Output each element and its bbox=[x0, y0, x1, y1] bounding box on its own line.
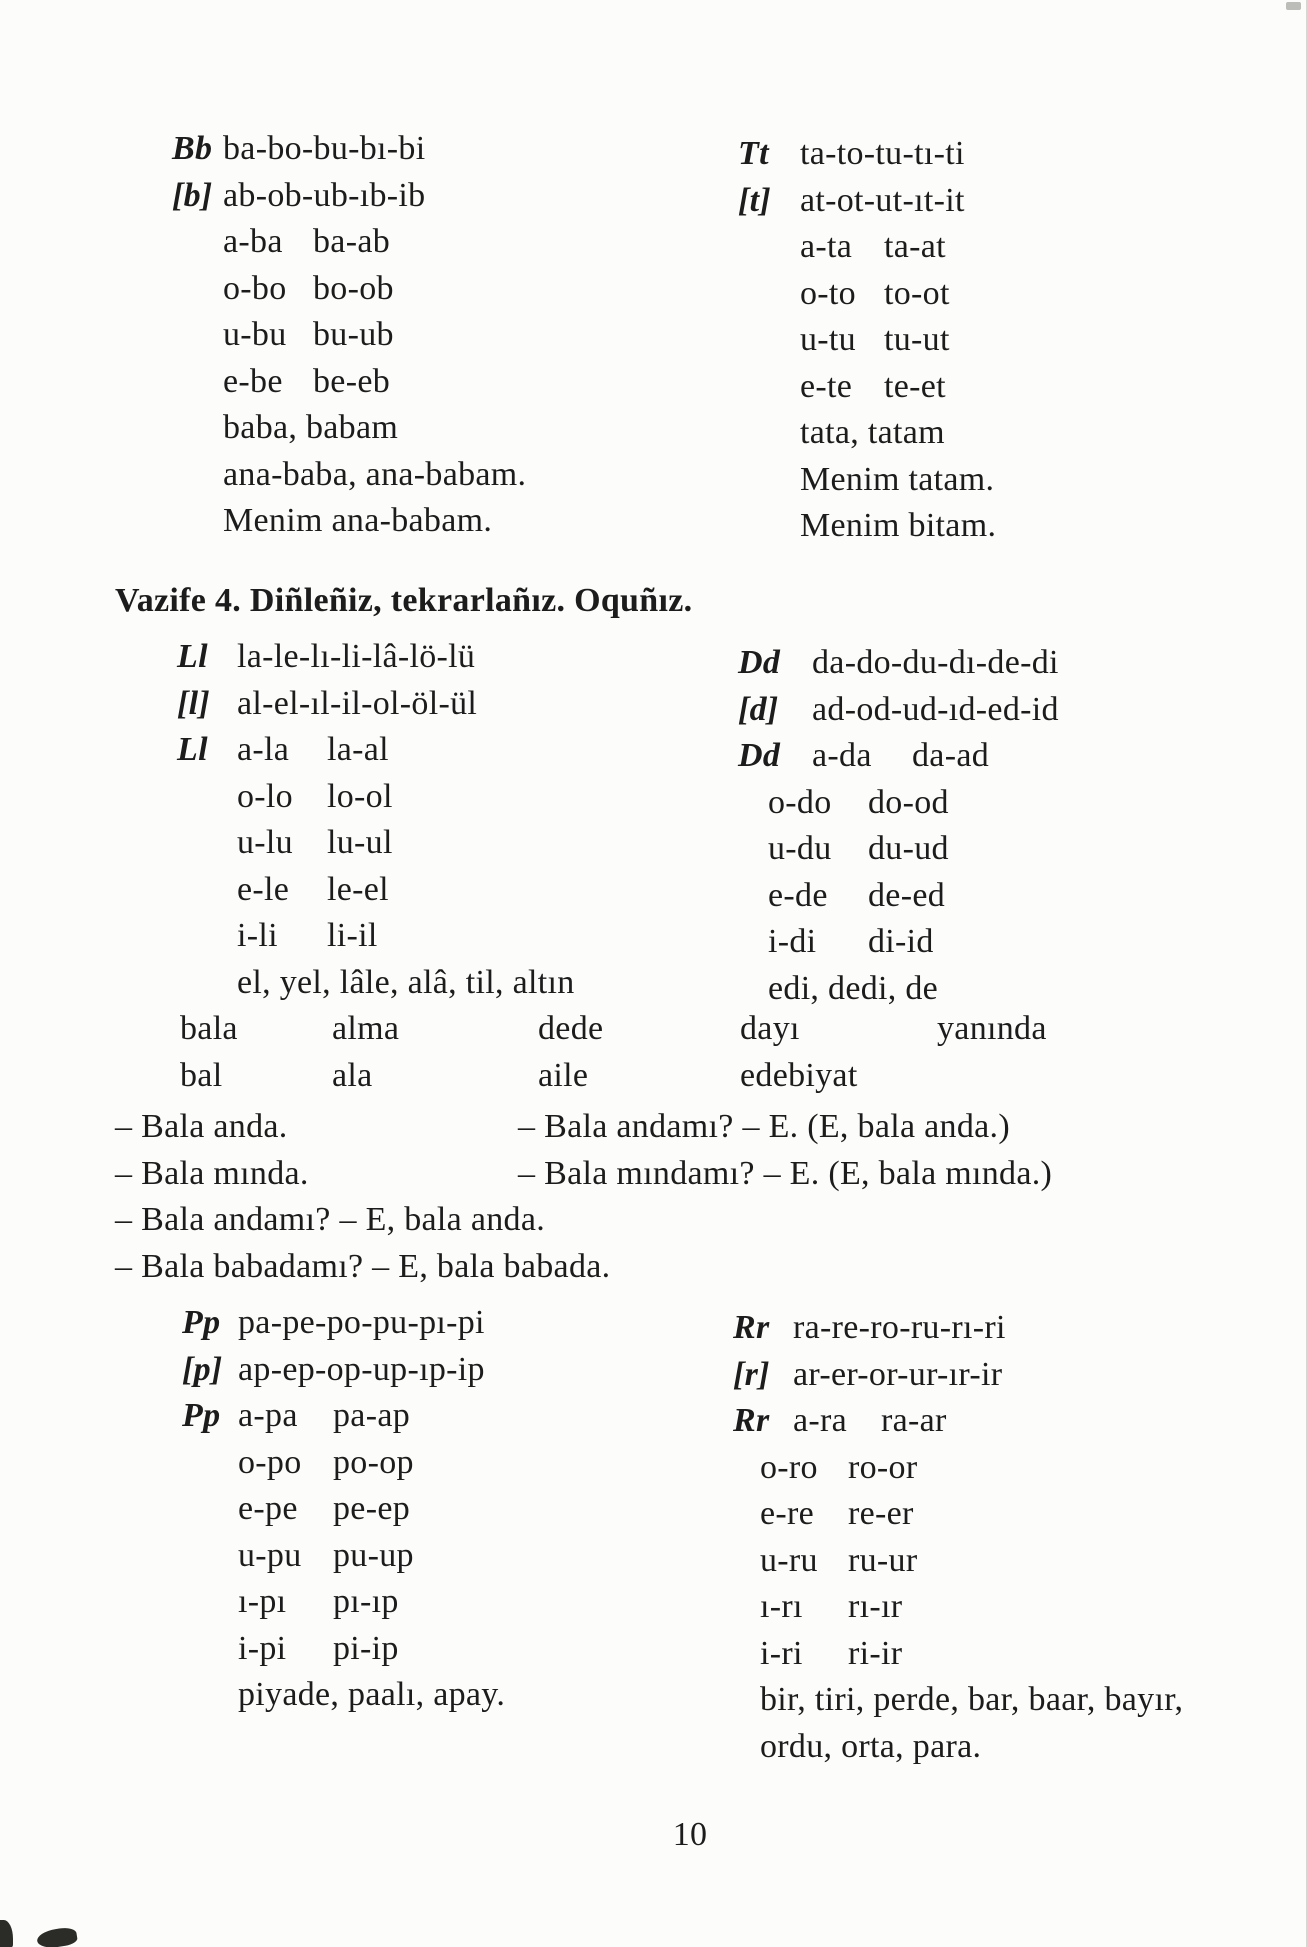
example-words: ana-baba, ana-babam. bbox=[223, 455, 527, 493]
syllable-pair-left: u-bu bbox=[223, 316, 287, 353]
drill-row bbox=[738, 733, 1059, 780]
syllable-pair-right: pe-ep bbox=[333, 1490, 411, 1527]
syllable-line: al-el-ıl-il-ol-öl-ül bbox=[237, 684, 478, 722]
drill-row bbox=[177, 960, 575, 1007]
vocab-word: dede bbox=[538, 1010, 604, 1047]
letter-label: Pp bbox=[182, 1304, 221, 1341]
example-sentence: Menim tatam. bbox=[800, 460, 995, 498]
syllable-pair-right: bo-ob bbox=[313, 269, 394, 307]
letter-label: Tt bbox=[738, 135, 769, 172]
vocab-word: bal bbox=[180, 1057, 223, 1094]
vocab-word: ala bbox=[332, 1057, 373, 1094]
syllable-pair-left: o-lo bbox=[237, 777, 293, 815]
letter-label: Bb bbox=[172, 130, 213, 167]
drill-row bbox=[738, 410, 996, 457]
syllable-pair-left: u-tu bbox=[800, 321, 856, 358]
page-number: 10 bbox=[672, 1816, 708, 1853]
drill-row bbox=[172, 173, 526, 220]
syllable-pair-right: pi-ip bbox=[333, 1629, 399, 1667]
syllable-pair-right: bu-ub bbox=[313, 316, 394, 353]
drill-row bbox=[700, 1538, 1183, 1585]
syllable-line: ad-od-ud-ıd-ed-id bbox=[812, 690, 1059, 728]
drill-row bbox=[738, 224, 996, 271]
label-spacer bbox=[177, 867, 237, 914]
drill-row bbox=[700, 1491, 1183, 1538]
example-words: bir, tiri, perde, bar, baar, bayır, bbox=[760, 1681, 1184, 1718]
syllable-pair-right: rı-ır bbox=[848, 1588, 903, 1625]
syllable-pair-left: a-ta bbox=[800, 228, 853, 265]
syllable-pair-left: e-re bbox=[760, 1495, 815, 1532]
syllable-pair-left: o-bo bbox=[223, 269, 287, 307]
syllable-pair-right: do-od bbox=[868, 783, 949, 821]
phoneme-label: [p] bbox=[182, 1350, 223, 1388]
label-spacer bbox=[172, 498, 223, 545]
syllable-line: ba-bo-bu-bı-bi bbox=[223, 130, 426, 167]
syllable-pair-left: i-ri bbox=[760, 1634, 803, 1672]
drill-row bbox=[182, 1486, 505, 1533]
drill-row bbox=[738, 640, 1059, 687]
vocab-word: alma bbox=[332, 1010, 400, 1047]
example-sentence: Menim bitam. bbox=[800, 507, 997, 544]
label-spacer bbox=[700, 1724, 760, 1771]
syllable-pair-right: di-id bbox=[868, 923, 934, 960]
label-spacer bbox=[182, 1579, 238, 1626]
dialog-block bbox=[115, 1104, 1052, 1290]
drill-row bbox=[182, 1347, 505, 1394]
drill-row bbox=[694, 919, 1059, 966]
dialog-left: – Bala mında. bbox=[115, 1154, 309, 1192]
syllable-pair-right: pu-up bbox=[333, 1536, 414, 1574]
label-spacer bbox=[738, 364, 800, 411]
label-spacer bbox=[694, 826, 768, 873]
example-words: piyade, paalı, apay. bbox=[238, 1676, 506, 1713]
letter-label: Ll bbox=[177, 638, 208, 675]
label-spacer bbox=[182, 1533, 238, 1580]
drill-row bbox=[700, 1445, 1183, 1492]
syllable-pair-right: re-er bbox=[848, 1495, 914, 1532]
label-spacer bbox=[177, 913, 237, 960]
syllable-pair-right: de-ed bbox=[868, 876, 946, 914]
drill-row bbox=[172, 312, 526, 359]
drill-row bbox=[177, 634, 575, 681]
label-spacer bbox=[172, 266, 223, 313]
syllable-line: ap-ep-op-up-ıp-ip bbox=[238, 1350, 485, 1388]
syllable-pair-right: ri-ir bbox=[848, 1634, 903, 1672]
syllable-pair-left: o-po bbox=[238, 1443, 302, 1481]
syllable-pair-left: a-ba bbox=[223, 223, 283, 260]
example-sentence: Menim ana-babam. bbox=[223, 502, 493, 539]
syllable-pair-right: ru-ur bbox=[848, 1541, 918, 1579]
label-spacer bbox=[177, 774, 237, 821]
label-spacer bbox=[182, 1440, 238, 1487]
label-spacer bbox=[738, 317, 800, 364]
drill-row bbox=[182, 1300, 505, 1347]
drill-row bbox=[177, 774, 575, 821]
drill-row bbox=[733, 1305, 1183, 1352]
vocab-word: yanında bbox=[937, 1010, 1047, 1047]
syllable-pair-right: ta-at bbox=[884, 228, 946, 265]
drill-row bbox=[182, 1393, 505, 1440]
syllable-pair-left: i-pi bbox=[238, 1629, 287, 1667]
syllable-pair-right: pa-ap bbox=[333, 1397, 411, 1434]
syllable-pair-left: e-le bbox=[237, 870, 290, 908]
dialog-left: – Bala anda. bbox=[115, 1108, 288, 1145]
drill-row bbox=[738, 364, 996, 411]
syllable-pair-left: i-li bbox=[237, 917, 278, 954]
label-spacer bbox=[694, 873, 768, 920]
drill-row bbox=[738, 503, 996, 550]
syllable-pair-right: pı-ıp bbox=[333, 1583, 399, 1620]
drill-block-dd bbox=[738, 640, 1059, 1012]
syllable-line: ar-er-or-ur-ır-ir bbox=[793, 1355, 1003, 1393]
drill-row bbox=[172, 359, 526, 406]
syllable-line: ra-re-ro-ru-rı-ri bbox=[793, 1309, 1006, 1346]
phoneme-label: [l] bbox=[177, 684, 210, 722]
label-spacer bbox=[738, 224, 800, 271]
syllable-pair-right: li-il bbox=[327, 917, 378, 954]
drill-row bbox=[182, 1626, 505, 1673]
drill-row bbox=[177, 913, 575, 960]
syllable-pair-left: i-di bbox=[768, 923, 817, 960]
drill-block-tt bbox=[738, 131, 996, 550]
label-spacer bbox=[182, 1486, 238, 1533]
syllable-pair-left: a-da bbox=[812, 737, 872, 774]
syllable-pair-left: e-te bbox=[800, 367, 853, 405]
vocab-word: bala bbox=[180, 1010, 238, 1047]
syllable-pair-left: e-be bbox=[223, 362, 283, 400]
letter-label: Dd bbox=[738, 737, 781, 774]
vocab-word: aile bbox=[538, 1057, 589, 1094]
syllable-pair-left: a-pa bbox=[238, 1397, 298, 1434]
dialog-left: – Bala andamı? – E, bala anda. bbox=[115, 1201, 546, 1238]
drill-row bbox=[172, 266, 526, 313]
scan-smudge bbox=[1286, 2, 1301, 10]
label-spacer bbox=[177, 820, 237, 867]
syllable-pair-left: ı-pı bbox=[238, 1583, 287, 1620]
drill-block-pp bbox=[182, 1300, 505, 1719]
syllable-line: da-do-du-dı-de-di bbox=[812, 644, 1059, 681]
vocabulary-list bbox=[0, 1006, 1308, 1106]
syllable-pair-right: lo-ol bbox=[327, 777, 393, 815]
example-words: el, yel, lâle, alâ, til, altın bbox=[237, 963, 575, 1001]
phoneme-label: [b] bbox=[172, 176, 213, 214]
syllable-pair-left: e-pe bbox=[238, 1490, 298, 1527]
letter-label: Ll bbox=[177, 731, 208, 768]
syllable-line: ab-ob-ub-ıb-ib bbox=[223, 176, 426, 214]
syllable-pair-right: le-el bbox=[327, 870, 389, 908]
drill-block-ll bbox=[177, 634, 575, 1006]
syllable-pair-left: a-ra bbox=[793, 1402, 848, 1439]
dialog-line bbox=[115, 1197, 1052, 1244]
syllable-line: ta-to-tu-tı-ti bbox=[800, 135, 965, 172]
syllable-pair-right: ra-ar bbox=[881, 1402, 947, 1439]
drill-row bbox=[738, 317, 996, 364]
drill-row bbox=[172, 219, 526, 266]
drill-row bbox=[700, 1724, 1183, 1771]
drill-row bbox=[182, 1672, 505, 1719]
syllable-pair-left: o-do bbox=[768, 783, 832, 821]
label-spacer bbox=[172, 219, 223, 266]
letter-label: Rr bbox=[733, 1402, 770, 1439]
syllable-pair-left: o-ro bbox=[760, 1448, 818, 1486]
vocab-word: dayı bbox=[740, 1010, 800, 1047]
syllable-pair-right: ba-ab bbox=[313, 223, 391, 260]
drill-row bbox=[182, 1440, 505, 1487]
vocab-word: edebiyat bbox=[740, 1057, 858, 1094]
drill-row bbox=[738, 271, 996, 318]
drill-row bbox=[738, 457, 996, 504]
syllable-pair-right: la-al bbox=[327, 731, 389, 768]
letter-label: Rr bbox=[733, 1309, 770, 1346]
phoneme-label: [d] bbox=[738, 690, 779, 728]
label-spacer bbox=[700, 1445, 760, 1492]
drill-row bbox=[177, 681, 575, 728]
label-spacer bbox=[172, 359, 223, 406]
syllable-pair-right: po-op bbox=[333, 1443, 414, 1481]
drill-row bbox=[182, 1533, 505, 1580]
drill-row bbox=[172, 452, 526, 499]
drill-row bbox=[177, 727, 575, 774]
label-spacer bbox=[700, 1538, 760, 1585]
drill-row bbox=[172, 498, 526, 545]
drill-row bbox=[700, 1584, 1183, 1631]
syllable-pair-right: ro-or bbox=[848, 1448, 918, 1486]
syllable-pair-right: lu-ul bbox=[327, 824, 393, 861]
drill-block-rr bbox=[733, 1305, 1183, 1770]
drill-block-bb bbox=[172, 126, 526, 545]
label-spacer bbox=[700, 1677, 760, 1724]
drill-row bbox=[177, 820, 575, 867]
drill-row bbox=[694, 873, 1059, 920]
letter-label: Pp bbox=[182, 1397, 221, 1434]
syllable-pair-left: u-pu bbox=[238, 1536, 302, 1574]
dialog-line bbox=[115, 1104, 1052, 1151]
syllable-pair-right: da-ad bbox=[912, 737, 990, 774]
syllable-pair-left: u-lu bbox=[237, 824, 293, 861]
dialog-right: – Bala andamı? – E. (E, bala anda.) bbox=[518, 1108, 1010, 1145]
letter-label: Dd bbox=[738, 644, 781, 681]
label-spacer bbox=[738, 271, 800, 318]
drill-row bbox=[172, 405, 526, 452]
drill-row bbox=[738, 131, 996, 178]
syllable-pair-left: ı-rı bbox=[760, 1588, 803, 1625]
label-spacer bbox=[172, 452, 223, 499]
syllable-pair-left: u-ru bbox=[760, 1541, 818, 1579]
dialog-line bbox=[115, 1151, 1052, 1198]
label-spacer bbox=[182, 1672, 238, 1719]
dialog-right: – Bala mındamı? – E. (E, bala mında.) bbox=[518, 1154, 1053, 1192]
syllable-pair-right: to-ot bbox=[884, 274, 950, 312]
syllable-pair-left: o-to bbox=[800, 274, 856, 312]
label-spacer bbox=[694, 780, 768, 827]
drill-row bbox=[694, 780, 1059, 827]
drill-row bbox=[172, 126, 526, 173]
phoneme-label: [t] bbox=[738, 181, 771, 219]
label-spacer bbox=[700, 1584, 760, 1631]
label-spacer bbox=[172, 312, 223, 359]
phoneme-label: [r] bbox=[733, 1355, 770, 1393]
label-spacer bbox=[694, 919, 768, 966]
drill-row bbox=[700, 1631, 1183, 1678]
syllable-pair-right: du-ud bbox=[868, 830, 949, 867]
drill-row bbox=[182, 1579, 505, 1626]
example-words: ordu, orta, para. bbox=[760, 1727, 982, 1765]
label-spacer bbox=[738, 457, 800, 504]
label-spacer bbox=[738, 410, 800, 457]
label-spacer bbox=[177, 960, 237, 1007]
dialog-line bbox=[115, 1244, 1052, 1291]
drill-row bbox=[733, 1352, 1183, 1399]
drill-row bbox=[177, 867, 575, 914]
drill-row bbox=[694, 826, 1059, 873]
syllable-pair-left: u-du bbox=[768, 830, 832, 867]
label-spacer bbox=[700, 1631, 760, 1678]
example-words: edi, dedi, de bbox=[768, 969, 939, 1007]
drill-row bbox=[738, 687, 1059, 734]
syllable-pair-left: e-de bbox=[768, 876, 828, 914]
drill-row bbox=[700, 1677, 1183, 1724]
syllable-line: at-ot-ut-ıt-it bbox=[800, 181, 965, 219]
syllable-line: pa-pe-po-pu-pı-pi bbox=[238, 1304, 485, 1341]
dialog-left: – Bala babadamı? – E, bala babada. bbox=[115, 1247, 611, 1285]
scan-smudge bbox=[0, 1920, 13, 1947]
syllable-pair-left: a-la bbox=[237, 731, 290, 768]
label-spacer bbox=[738, 503, 800, 550]
syllable-pair-right: be-eb bbox=[313, 362, 391, 400]
label-spacer bbox=[172, 405, 223, 452]
label-spacer bbox=[182, 1626, 238, 1673]
syllable-pair-right: te-et bbox=[884, 367, 946, 405]
label-spacer bbox=[700, 1491, 760, 1538]
scan-smudge bbox=[36, 1926, 78, 1947]
syllable-pair-right: tu-ut bbox=[884, 321, 950, 358]
syllable-line: la-le-lı-li-lâ-lö-lü bbox=[237, 638, 476, 675]
drill-row bbox=[738, 178, 996, 225]
example-words: baba, babam bbox=[223, 409, 399, 446]
exercise-heading: Vazife 4. Diñleñiz, tekrarlañız. Oquñız. bbox=[115, 582, 693, 619]
example-words: tata, tatam bbox=[800, 414, 945, 451]
drill-row bbox=[733, 1398, 1183, 1445]
